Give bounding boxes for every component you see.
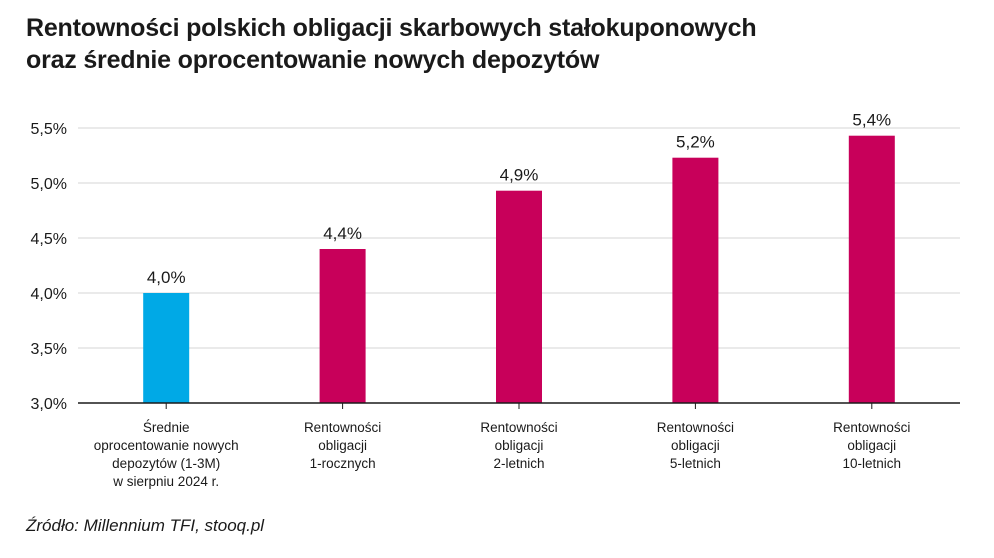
x-category-label-line: 5-letnich bbox=[669, 456, 721, 471]
y-tick-label: 4,0% bbox=[30, 286, 67, 303]
y-tick-label: 5,5% bbox=[30, 121, 67, 138]
x-category-label-line: Rentowności bbox=[480, 420, 558, 435]
x-category-label bbox=[304, 420, 381, 471]
bar bbox=[143, 293, 189, 403]
x-category-label-line: 2-letnich bbox=[493, 456, 545, 471]
y-tick-label: 3,0% bbox=[30, 396, 67, 413]
x-category-label-line: Rentowności bbox=[833, 420, 911, 435]
x-category-label-line: obligacji bbox=[847, 438, 897, 453]
x-category-label-line: 1-rocznych bbox=[309, 456, 376, 471]
y-axis-tick-labels bbox=[31, 121, 67, 413]
chart-title-line-2: oraz średnie oprocentowanie nowych depozytów bbox=[26, 46, 600, 74]
bar bbox=[849, 136, 895, 403]
bar bbox=[672, 158, 718, 403]
x-category-label bbox=[480, 420, 557, 471]
bar bbox=[496, 191, 542, 403]
bar bbox=[320, 249, 366, 403]
x-category-label bbox=[94, 420, 239, 489]
bar-value-label: 4,0% bbox=[146, 268, 186, 287]
x-category-label-line: Rentowności bbox=[303, 420, 382, 435]
x-category-label-line: obligacji bbox=[671, 438, 720, 453]
y-tick-label: 3,5% bbox=[30, 341, 67, 358]
bar-value-label: 5,2% bbox=[676, 132, 715, 152]
bar-value-label: 5,4% bbox=[852, 110, 892, 130]
x-category-label-line: obligacji bbox=[494, 438, 544, 453]
x-category-label-line: Średnie bbox=[142, 420, 190, 435]
x-axis-category-labels bbox=[94, 420, 911, 489]
y-tick-label: 5,0% bbox=[30, 176, 67, 193]
x-category-label-line: depozytów (1-3M) bbox=[112, 456, 221, 471]
x-category-label-line: oprocentowanie nowych bbox=[93, 438, 239, 453]
x-axis bbox=[78, 403, 960, 409]
bar-value-label: 4,9% bbox=[499, 165, 539, 185]
x-category-label-line: obligacji bbox=[318, 438, 367, 453]
x-category-label-line: Rentowności bbox=[656, 420, 735, 435]
x-category-label-line: w sierpniu 2024 r. bbox=[113, 474, 220, 489]
x-category-label-line: 10-letnich bbox=[842, 456, 902, 471]
y-tick-label: 4,5% bbox=[30, 231, 67, 248]
x-category-label bbox=[833, 420, 910, 471]
x-category-label bbox=[657, 420, 734, 471]
chart-title-line-1: Rentowności polskich obligacji skarbowych stałokuponowych bbox=[26, 14, 757, 42]
source-note: Źródło: Millennium TFI, stooq.pl bbox=[26, 516, 265, 535]
bar-value-label: 4,4% bbox=[323, 224, 362, 243]
